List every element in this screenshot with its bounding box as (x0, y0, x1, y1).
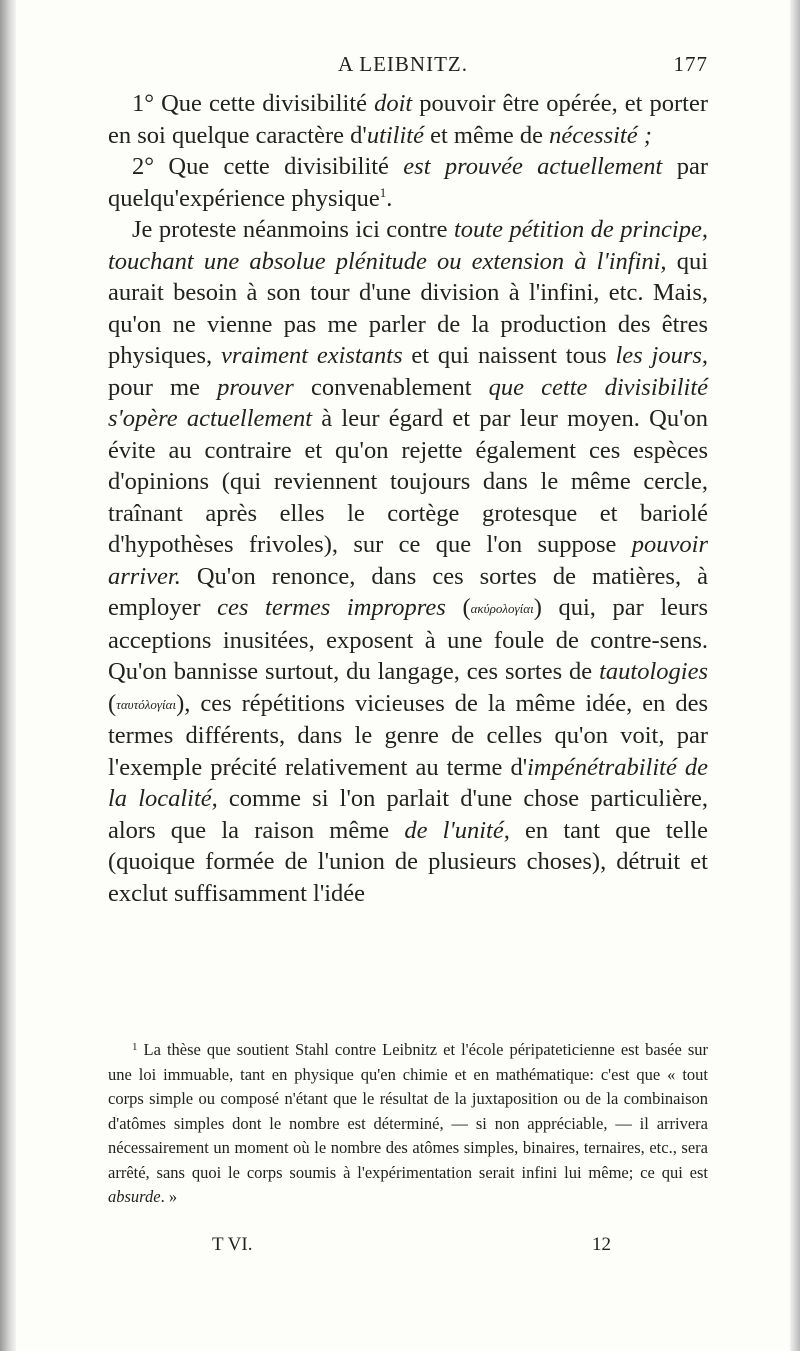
footnote-marker: 1 (132, 1041, 138, 1053)
text-run: et qui naissent tous (402, 342, 616, 369)
page-header (108, 48, 708, 84)
text-run: pouvoir être opérée, et porter en soi quelque caractère d' (108, 90, 708, 149)
footnote (108, 1038, 708, 1210)
volume-signature: T VI. (212, 1234, 253, 1255)
signature-line (108, 1234, 708, 1264)
page-left-edge (0, 0, 16, 1351)
italic-run: nécessité ; (549, 121, 652, 149)
italic-run: toute pétition de principe, touchant une absolue plénitude ou extension à l'infini, (108, 216, 708, 275)
italic-run: est prouvée actuellement (403, 153, 663, 180)
text-run: 1° Que cette divisibilité (132, 90, 375, 117)
text-run: . (386, 184, 393, 212)
text-run: . » (160, 1187, 178, 1206)
footnote-paragraph (108, 1038, 708, 1210)
sheet-signature: 12 (592, 1234, 611, 1255)
text-run: La thèse que soutient Stahl contre Leibnitz et l'école péripateticienne est basée sur une loi immuable, tant en physique qu'en chimie et en mathématique: c'est que « tout corps simple ou composé n'étant que le résultat de la juxtaposition ou de la combinaison d'atômes simples dont le nombre est déterminé, — si non appréciable, — il arrivera nécessairement un moment où le nombre des atômes simples, binaires, ternaires, etc., sera arrêté, sans quoi le corps soumis à l'expérimentation serait infini lui même; ce qui est (108, 1040, 708, 1182)
paragraph-2 (108, 151, 708, 214)
text-run: et même de (423, 121, 550, 149)
text-run: ( (445, 594, 471, 621)
text-run: à leur égard et par leur moyen. Qu'on évite au contraire et qu'on rejette également ces espèces d'opinions (qui reviennent toujours dans le même cercle, traînant après elles le cortège grotesque et bariolé d'hypothèses frivoles), sur ce que l'on suppose (108, 405, 708, 558)
greek-term: ακύρολογίαι (470, 601, 534, 616)
text-run: convenablement (293, 373, 489, 401)
italic-run: absurde (108, 1187, 161, 1206)
main-text (108, 88, 708, 909)
text-run: comme si l'on parlait d'une chose particulière, alors que la raison même (108, 785, 708, 844)
text-run: ) qui, par leurs acceptions inusitées, exposent à une foule de contre-sens. Qu'on bannisse surtout, du langage, ces sortes de (108, 594, 708, 685)
paragraph-3 (108, 214, 708, 909)
greek-term: ταυτόλογίαι (116, 696, 177, 712)
italic-run: pouvoir arriver. (108, 531, 708, 590)
italic-run: ces termes impropres (217, 594, 446, 621)
text-run: par quelqu'expérience physique (108, 153, 708, 212)
text-run: Qu'on renonce, dans ces sortes de matières, à employer (108, 562, 708, 621)
paragraph-1 (108, 88, 708, 151)
page-right-edge (790, 0, 800, 1351)
italic-run: vraiment existants (220, 342, 403, 369)
text-run: ), ces répétitions vicieuses de la même idée, en des termes différents, dans le genre de celles qu'on voit, par l'exemple précité relativement au terme d' (108, 689, 708, 781)
italic-run: prouver (217, 373, 294, 401)
italic-run: doit (374, 90, 413, 117)
text-run: ( (108, 689, 117, 717)
text-run: qui aurait besoin à son tour d'une division à l'infini, etc. Mais, qu'on ne vienne pas me parler de la production des êtres physiques, (108, 247, 708, 369)
italic-run: utilité (366, 121, 424, 149)
running-head: A LEIBNITZ. (338, 52, 468, 76)
text-run: en tant que telle (quoique formée de l'union de plusieurs choses), détruit et exclut suffisamment l'idée (108, 816, 708, 907)
text-run: Je proteste néanmoins ici contre (132, 216, 454, 243)
text-run: pour me (108, 373, 218, 401)
italic-run: impénétrabilité de la localité, (108, 753, 708, 812)
text-run: 2° Que cette divisibilité (132, 153, 404, 180)
italic-run: les jours, (615, 342, 709, 369)
italic-run: de l'unité, (404, 816, 510, 844)
italic-run: tautologies (599, 658, 708, 685)
footnote-ref: 1 (379, 184, 387, 200)
page-number: 177 (673, 52, 708, 76)
italic-run: que cette divisibilité s'opère actuellement (108, 373, 708, 432)
